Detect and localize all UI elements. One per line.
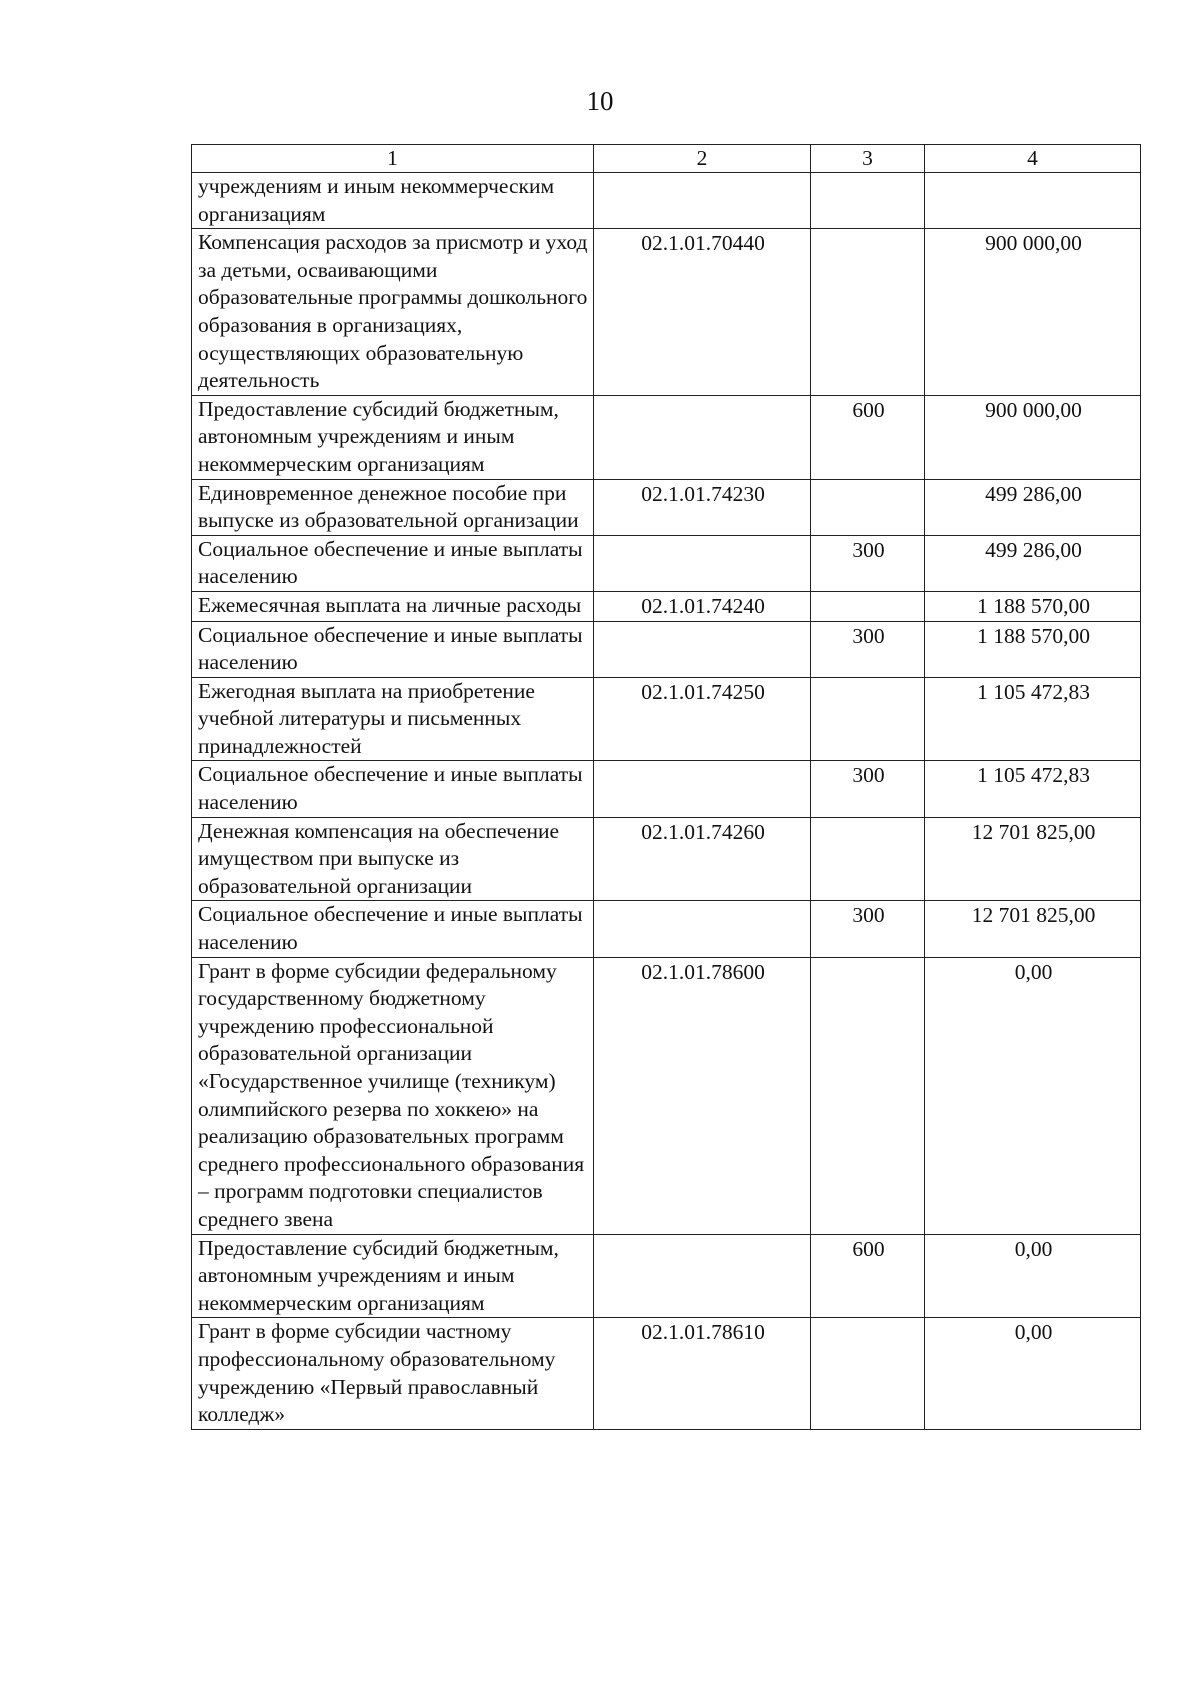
row-type-cell (811, 817, 925, 901)
row-name-cell: Грант в форме субсидии частному профессиональному образовательному учреждению «Первый православный колледж» (192, 1318, 594, 1429)
row-name-cell: Ежегодная выплата на приобретение учебной литературы и письменных принадлежностей (192, 677, 594, 761)
table-row (192, 761, 1141, 817)
table-row (192, 817, 1141, 901)
row-amount-cell: 0,00 (925, 1234, 1141, 1318)
row-name-cell: учреждениям и иным некоммерческим организациям (192, 173, 594, 229)
table-row (192, 535, 1141, 591)
row-code-cell (594, 535, 811, 591)
row-type-cell (811, 479, 925, 535)
row-code-cell (594, 621, 811, 677)
row-name-cell: Социальное обеспечение и иные выплаты населению (192, 535, 594, 591)
row-code-cell (594, 761, 811, 817)
row-name-cell: Социальное обеспечение и иные выплаты населению (192, 761, 594, 817)
row-code-cell: 02.1.01.74260 (594, 817, 811, 901)
table-row (192, 1234, 1141, 1318)
table-row (192, 621, 1141, 677)
row-code-cell: 02.1.01.74230 (594, 479, 811, 535)
row-name-cell: Компенсация расходов за присмотр и уход за детьми, осваивающими образовательные программы дошкольного образования в организациях, осуществляющих образовательную деятельность (192, 229, 594, 396)
row-amount-cell: 12 701 825,00 (925, 817, 1141, 901)
row-type-cell (811, 591, 925, 621)
row-amount-cell: 12 701 825,00 (925, 901, 1141, 957)
row-type-cell: 300 (811, 621, 925, 677)
column-header-code: 2 (594, 145, 811, 173)
row-code-cell: 02.1.01.74240 (594, 591, 811, 621)
row-amount-cell: 1 188 570,00 (925, 591, 1141, 621)
row-amount-cell: 900 000,00 (925, 229, 1141, 396)
column-header-name: 1 (192, 145, 594, 173)
row-type-cell (811, 173, 925, 229)
row-type-cell: 300 (811, 761, 925, 817)
row-amount-cell: 499 286,00 (925, 535, 1141, 591)
table-row (192, 957, 1141, 1234)
table-row (192, 173, 1141, 229)
row-name-cell: Денежная компенсация на обеспечение имуществом при выпуске из образовательной организации (192, 817, 594, 901)
row-type-cell (811, 229, 925, 396)
row-amount-cell: 1 105 472,83 (925, 761, 1141, 817)
row-amount-cell: 1 188 570,00 (925, 621, 1141, 677)
table-row (192, 395, 1141, 479)
row-type-cell (811, 1318, 925, 1429)
table-row (192, 229, 1141, 396)
row-amount-cell: 0,00 (925, 957, 1141, 1234)
row-code-cell: 02.1.01.70440 (594, 229, 811, 396)
table-row (192, 479, 1141, 535)
row-amount-cell: 0,00 (925, 1318, 1141, 1429)
column-header-amount: 4 (925, 145, 1141, 173)
row-code-cell (594, 173, 811, 229)
table-row (192, 1318, 1141, 1429)
row-name-cell: Социальное обеспечение и иные выплаты населению (192, 621, 594, 677)
row-code-cell: 02.1.01.74250 (594, 677, 811, 761)
budget-table-body (192, 145, 1141, 1430)
row-type-cell: 600 (811, 395, 925, 479)
row-name-cell: Предоставление субсидий бюджетным, автономным учреждениям и иным некоммерческим организациям (192, 395, 594, 479)
table-row (192, 677, 1141, 761)
page-number: 10 (586, 86, 614, 116)
row-name-cell: Единовременное денежное пособие при выпуске из образовательной организации (192, 479, 594, 535)
row-name-cell: Грант в форме субсидии федеральному государственному бюджетному учреждению профессиональной образовательной организации «Государственное училище (техникум) олимпийского резерва по хоккею» на реализацию образовательных программ среднего профессионального образования – программ подготовки специалистов среднего звена (192, 957, 594, 1234)
row-amount-cell: 499 286,00 (925, 479, 1141, 535)
row-name-cell: Предоставление субсидий бюджетным, автономным учреждениям и иным некоммерческим организациям (192, 1234, 594, 1318)
table-row (192, 591, 1141, 621)
row-type-cell: 300 (811, 901, 925, 957)
row-name-cell: Ежемесячная выплата на личные расходы (192, 591, 594, 621)
row-amount-cell: 1 105 472,83 (925, 677, 1141, 761)
table-header-row (192, 145, 1141, 173)
row-code-cell (594, 395, 811, 479)
row-type-cell: 300 (811, 535, 925, 591)
budget-table (191, 144, 1141, 1430)
table-row (192, 901, 1141, 957)
row-code-cell: 02.1.01.78610 (594, 1318, 811, 1429)
row-code-cell (594, 901, 811, 957)
row-name-cell: Социальное обеспечение и иные выплаты населению (192, 901, 594, 957)
row-type-cell (811, 677, 925, 761)
row-type-cell (811, 957, 925, 1234)
column-header-type: 3 (811, 145, 925, 173)
row-code-cell (594, 1234, 811, 1318)
row-type-cell: 600 (811, 1234, 925, 1318)
row-amount-cell: 900 000,00 (925, 395, 1141, 479)
row-code-cell: 02.1.01.78600 (594, 957, 811, 1234)
row-amount-cell (925, 173, 1141, 229)
